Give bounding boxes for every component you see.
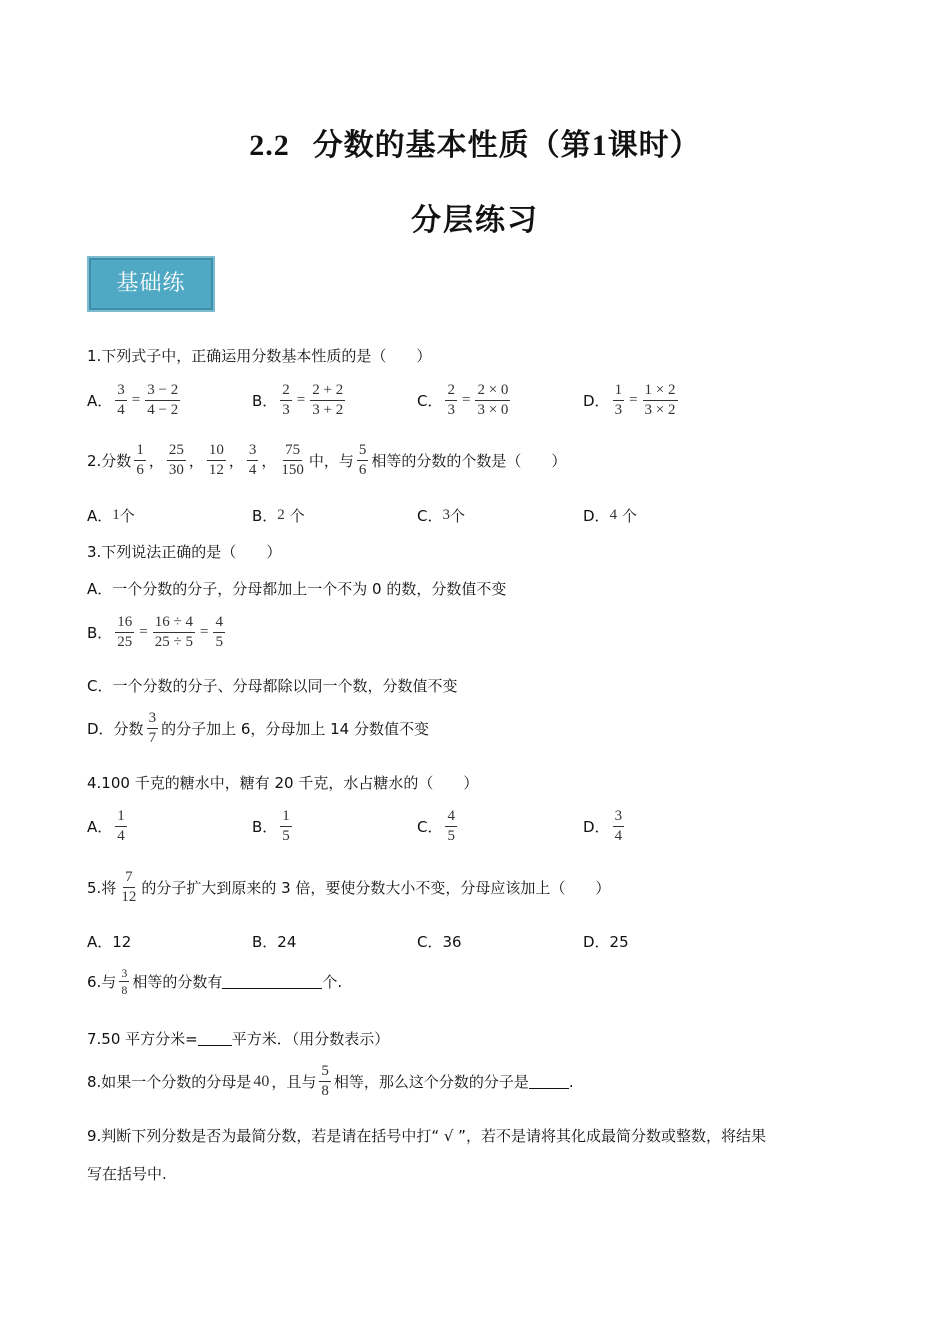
fraction: $\frac{16}{25}$ (117, 614, 133, 650)
fraction: $\frac{5}{8}$ (321, 1063, 329, 1099)
question-4-stem: 4.100 千克的糖水中，糖有 20 千克，水占糖水的（ ） (87, 774, 479, 792)
title-number: 2.2 (249, 129, 290, 162)
q1-option-c[interactable]: C． $\frac{2}{3}$ = $\frac{2 \times 0}{3 \times 0}$ (417, 382, 509, 418)
q3-option-b[interactable]: B． $\frac{16}{25}$ = $\frac{16 \div 4}{25 \div 5}$ = $\frac{4}{5}$ (87, 614, 223, 650)
fraction: $\frac{1}{4}$ (117, 808, 125, 844)
q4-option-c[interactable]: C． $\frac{4}{5}$ (417, 808, 455, 844)
question-6: 6.与 $\frac{3}{8}$ 相等的分数有 个. (87, 966, 343, 997)
fraction: $\frac{2}{3}$ (447, 382, 455, 418)
q1-option-a[interactable]: A． $\frac{3}{4}$ = $\frac{3 - 2}{4 - 2}$ (87, 382, 179, 418)
fraction: $\frac{3}{4}$ (248, 442, 257, 478)
fraction: $\frac{1}{5}$ (282, 808, 290, 844)
fraction: $\frac{3}{4}$ (117, 382, 125, 418)
q4-option-a[interactable]: A． $\frac{1}{4}$ (87, 808, 125, 844)
fraction: $\frac{1}{3}$ (614, 382, 623, 418)
fraction: $\frac{3}{8}$ (121, 966, 128, 997)
q3-option-d[interactable]: D．分数 $\frac{3}{7}$ 的分子加上 6，分母加上 14 分数值不变 (87, 710, 429, 746)
q5-option-a[interactable]: A．12 (87, 933, 132, 951)
answer-blank[interactable] (198, 1031, 232, 1046)
page-subtitle: 分层练习 (411, 203, 539, 238)
answer-blank[interactable] (529, 1074, 569, 1089)
question-9-line-1: 9.判断下列分数是否为最简分数，若是请在括号中打“ √ ”，若不是请将其化成最简分数或整数，将结果 (87, 1127, 766, 1145)
q4-option-d[interactable]: D． $\frac{3}{4}$ (583, 808, 623, 844)
question-3-stem: 3.下列说法正确的是（ ） (87, 543, 282, 561)
q5-option-b[interactable]: B．24 (252, 933, 297, 951)
q2-option-c[interactable]: C． 3 个 (417, 507, 465, 525)
q5-option-c[interactable]: C．36 (417, 933, 462, 951)
fraction: $\frac{25}{30}$ (168, 442, 184, 478)
fraction: $\frac{4}{5}$ (215, 614, 223, 650)
q5-option-d[interactable]: D．25 (583, 933, 629, 951)
fraction: $\frac{75}{150}$ (281, 442, 304, 478)
title-text: 分数的基本性质（第 (312, 128, 592, 163)
option-label: D． (583, 392, 610, 410)
fraction: $\frac{5}{6}$ (358, 442, 367, 478)
answer-blank[interactable] (222, 974, 322, 989)
question-7: 7.50 平方分米= 平方米．（用分数表示） (87, 1030, 390, 1048)
fraction: $\frac{2}{3}$ (282, 382, 290, 418)
fraction: $\frac{10}{12}$ (208, 442, 224, 478)
q1-option-b[interactable]: B． $\frac{2}{3}$ = $\frac{2 + 2}{3 + 2}$ (252, 382, 344, 418)
fraction: $\frac{3 - 2}{4 - 2}$ (147, 382, 179, 418)
q2-option-a[interactable]: A． 1 个 (87, 507, 135, 525)
title-lesson-number: 1 (591, 129, 608, 162)
fraction: $\frac{7}{12}$ (121, 869, 137, 905)
option-label: A． (87, 392, 113, 410)
question-1-stem: 1.下列式子中，正确运用分数基本性质的是（ ） (87, 347, 432, 365)
fraction: $\frac{2 \times 0}{3 \times 0}$ (477, 382, 509, 418)
fraction: $\frac{3}{4}$ (614, 808, 623, 844)
fraction: $\frac{4}{5}$ (447, 808, 455, 844)
question-5-stem: 5.将 $\frac{7}{12}$ 的分子扩大到原来的 3 倍，要使分数大小不变，分母应该加上（ ） (87, 869, 611, 905)
q2-option-d[interactable]: D． 4 个 (583, 507, 637, 525)
q2-option-b[interactable]: B． 2 个 (252, 507, 305, 525)
section-badge: 基础练 (87, 256, 215, 312)
q3-option-c[interactable]: C．一个分数的分子、分母都除以同一个数，分数值不变 (87, 677, 458, 695)
question-2-stem: 2.分数 $\frac{1}{6}$ ， $\frac{25}{30}$ ， $\frac{10}{12}$ ， $\frac{3}{4}$ ， $\frac{75}{150}$ 中，与 $\frac{5}{6}$ 相等的分数的个数是（ ） (87, 442, 567, 478)
fraction: $\frac{3}{7}$ (148, 710, 157, 746)
q1-option-d[interactable]: D． $\frac{1}{3}$ = $\frac{1 \times 2}{3 \times 2}$ (583, 382, 676, 418)
page-title (0, 120, 950, 164)
fraction: $\frac{1}{6}$ (136, 442, 144, 478)
question-9-line-2: 写在括号中. (87, 1165, 167, 1183)
q3-option-a[interactable]: A．一个分数的分子，分母都加上一个不为 0 的数，分数值不变 (87, 580, 507, 598)
fraction: $\frac{1 \times 2}{3 \times 2}$ (644, 382, 676, 418)
q4-option-b[interactable]: B． $\frac{1}{5}$ (252, 808, 290, 844)
title-end: 课时） (607, 128, 701, 163)
option-label: B． (252, 392, 278, 410)
option-label: C． (417, 392, 443, 410)
fraction: $\frac{16 \div 4}{25 \div 5}$ (154, 614, 193, 650)
question-8: 8.如果一个分数的分母是 40 ，且与 $\frac{5}{8}$ 相等，那么这个分数的分子是 . (87, 1063, 574, 1099)
fraction: $\frac{2 + 2}{3 + 2}$ (312, 382, 344, 418)
